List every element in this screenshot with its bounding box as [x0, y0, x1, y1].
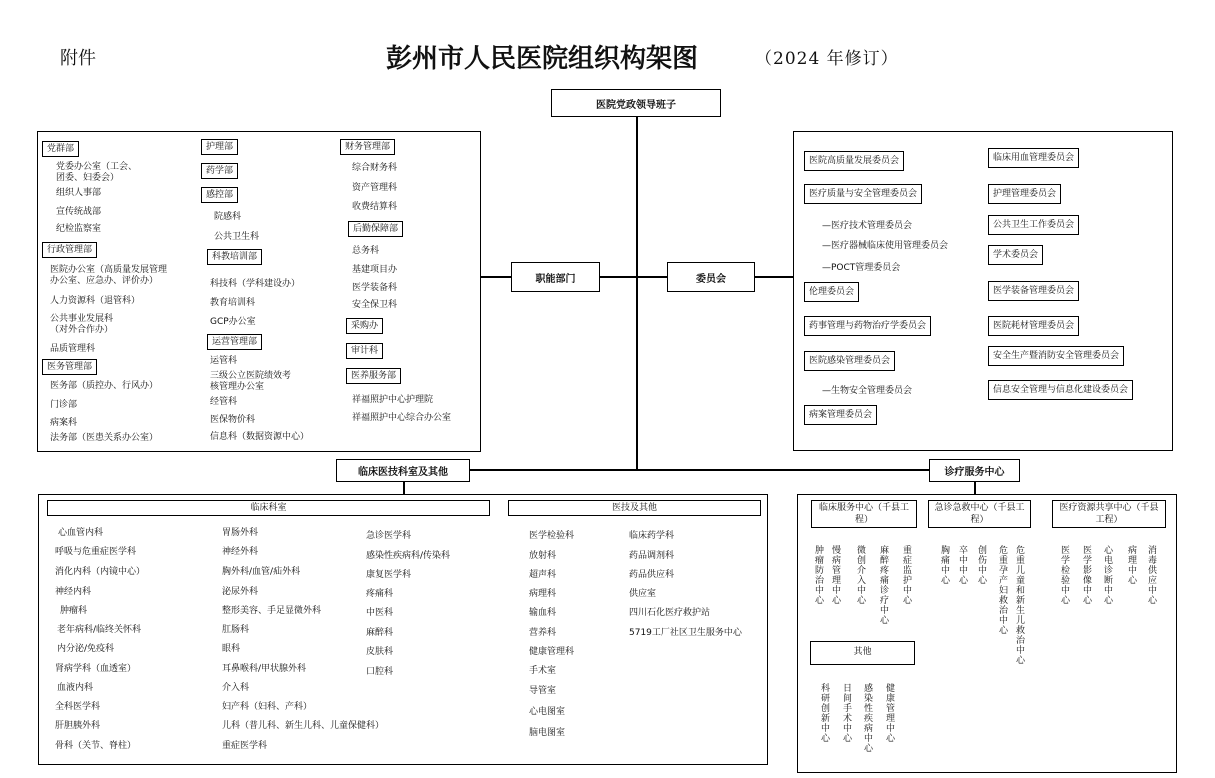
connector-right-h	[755, 276, 793, 278]
tech-item: 手术室	[529, 666, 557, 676]
clinical-item: 中医科	[366, 608, 394, 618]
dept-dangqun: 党群部	[42, 141, 79, 157]
service-item: 危重孕产妇救治中心	[997, 545, 1007, 635]
tech-header: 医技及其他	[508, 500, 761, 516]
clinical-item: 心血管内科	[58, 528, 104, 538]
clinical-item: 消化内科（内镜中心）	[55, 567, 146, 577]
dept-item: 基建项目办	[352, 265, 398, 275]
committee-sub: —医疗技术管理委员会	[822, 221, 913, 231]
clinical-item: 泌尿外科	[222, 587, 259, 597]
service-group-header-text: 医疗资源共享中心（千县工程）	[1059, 503, 1159, 525]
dept-item: （对外合作办）	[50, 325, 114, 335]
service-item: 医学影像中心	[1081, 545, 1091, 605]
dept-item: 病案科	[50, 418, 78, 428]
dept-item: 收费结算科	[352, 202, 398, 212]
dept-yunying: 运营管理部	[207, 334, 262, 350]
service-item: 重症监护中心	[901, 545, 911, 605]
dept-caigou: 采购办	[346, 318, 383, 334]
service-node: 诊疗服务中心	[929, 459, 1020, 482]
clinical-item: 神经内科	[55, 587, 92, 597]
dept-item: 三级公立医院绩效考	[210, 371, 292, 381]
committee-item: 安全生产暨消防安全管理委员会	[988, 346, 1124, 366]
clinical-item: 肝胆胰外科	[55, 721, 101, 731]
clinical-item: 内分泌/免疫科	[57, 644, 115, 654]
dept-gankong: 感控部	[201, 187, 238, 203]
committee-node: 委员会	[667, 262, 755, 292]
dept-huli: 护理部	[201, 139, 238, 155]
connector-trunk	[636, 117, 638, 470]
tech-item: 医学检验科	[529, 531, 575, 541]
dept-yiyang: 医养服务部	[346, 368, 401, 384]
service-other-item: 感染性疾病中心	[862, 683, 872, 753]
dept-item: 办公室、应急办、评价办）	[50, 276, 159, 286]
dept-item: 运管科	[210, 356, 238, 366]
tech-item: 导管室	[529, 686, 557, 696]
dept-item: 人力资源科（退管科）	[50, 296, 141, 306]
tech-item: 放射科	[529, 551, 557, 561]
committee-item: 临床用血管理委员会	[988, 148, 1079, 168]
tech-item: 供应室	[629, 589, 657, 599]
committee-item: 护理管理委员会	[988, 184, 1061, 204]
tech-item: 药品供应科	[629, 570, 675, 580]
clinical-item: 感染性疾病科/传染科	[366, 551, 451, 561]
clinical-item: 肾病学科（血透室）	[55, 664, 137, 674]
service-other-item: 日间手术中心	[841, 683, 851, 743]
clinical-item: 全科医学科	[55, 702, 101, 712]
tech-item: 临床药学科	[629, 531, 675, 541]
tech-item: 脑电图室	[529, 728, 566, 738]
service-group-header	[811, 500, 917, 528]
functional-dept-node: 职能部门	[511, 262, 600, 292]
clinical-item: 康复医学科	[366, 570, 412, 580]
tech-item: 药品调剂科	[629, 551, 675, 561]
dept-xingzheng: 行政管理部	[42, 242, 97, 258]
dept-item: 党委办公室（工会、	[56, 162, 138, 172]
dept-caiwu: 财务管理部	[340, 139, 395, 155]
dept-item: 医院办公室（高质量发展管理	[50, 265, 168, 275]
dept-item: 教育培训科	[210, 298, 256, 308]
dept-item: 核管理办公室	[210, 382, 265, 392]
clinical-item: 呼吸与危重症医学科	[55, 547, 137, 557]
service-panel	[797, 494, 1177, 773]
dept-item: 团委、妇委会）	[56, 173, 120, 183]
clinical-item: 妇产科（妇科、产科）	[222, 702, 313, 712]
tech-item: 超声科	[529, 570, 557, 580]
clinical-item: 眼科	[222, 644, 241, 654]
clinical-item: 急诊医学科	[366, 531, 412, 541]
connector-left-h	[481, 276, 511, 278]
clinical-item: 血液内科	[57, 683, 94, 693]
service-group-header	[1052, 500, 1166, 528]
dept-item: 医学装备科	[352, 283, 398, 293]
dept-item: 宣传统战部	[56, 207, 102, 217]
dept-item: 门诊部	[50, 400, 78, 410]
committee-sub: —医疗器械临床使用管理委员会	[822, 241, 949, 251]
clinical-item: 老年病科/临终关怀科	[57, 625, 142, 635]
dept-shenji: 审计科	[346, 343, 383, 359]
clinical-item: 胃肠外科	[222, 528, 259, 538]
dept-item: 公共卫生科	[214, 232, 260, 242]
service-item: 危重儿童和新生儿救治中心	[1014, 545, 1024, 665]
page-subtitle: （2024 年修订）	[755, 49, 899, 69]
connector-service-down	[974, 482, 976, 494]
dept-item: 科技科（学科建设办）	[210, 279, 301, 289]
committee-item: 学术委员会	[988, 245, 1043, 265]
dept-houqin: 后勤保障部	[348, 221, 403, 237]
dept-item: 总务科	[352, 246, 380, 256]
committee-item: 公共卫生工作委员会	[988, 215, 1079, 235]
clinical-item: 胸外科/血管/疝外科	[222, 567, 301, 577]
service-item: 消毒供应中心	[1146, 545, 1156, 605]
dept-item: 医务部（质控办、行风办）	[50, 381, 159, 391]
committee-sub: —POCT管理委员会	[822, 263, 901, 273]
clinical-item: 肛肠科	[222, 625, 250, 635]
service-item: 创伤中心	[976, 545, 986, 585]
connector-bottom-h	[470, 469, 930, 471]
clinical-item: 麻醉科	[366, 628, 394, 638]
committee-item: 药事管理与药物治疗学委员会	[804, 316, 931, 336]
clinical-item: 介入科	[222, 683, 250, 693]
dept-yiwu: 医务管理部	[42, 359, 97, 375]
dept-item: 品质管理科	[50, 344, 96, 354]
dept-item: 公共事业发展科	[50, 314, 114, 324]
clinical-item: 皮肤科	[366, 647, 394, 657]
tech-item: 心电图室	[529, 707, 566, 717]
dept-item: 纪检监察室	[56, 224, 102, 234]
tech-item: 营养科	[529, 628, 557, 638]
clinical-item: 耳鼻喉科/甲状腺外科	[222, 664, 307, 674]
committee-item: 伦理委员会	[804, 282, 859, 302]
tech-item: 健康管理科	[529, 647, 575, 657]
dept-item: 祥福照护中心护理院	[352, 395, 434, 405]
service-other-item: 科研创新中心	[819, 683, 829, 743]
committee-item: 医疗质量与安全管理委员会	[804, 184, 922, 204]
tech-item: 5719工厂社区卫生服务中心	[629, 628, 742, 638]
leadership-node: 医院党政领导班子	[551, 89, 721, 117]
dept-item: 综合财务科	[352, 163, 398, 173]
service-item: 卒中中心	[957, 545, 967, 585]
clinical-node: 临床医技科室及其他	[336, 459, 470, 482]
service-item: 慢病管理中心	[830, 545, 840, 605]
clinical-item: 骨科（关节、脊柱）	[55, 741, 137, 751]
dept-item: 安全保卫科	[352, 300, 398, 310]
clinical-item: 肿瘤科	[60, 606, 88, 616]
tech-item: 四川石化医疗救护站	[629, 608, 711, 618]
dept-item: 信息科（数据资源中心）	[210, 432, 310, 442]
clinical-item: 口腔科	[366, 667, 394, 677]
dept-item: 经管科	[210, 397, 238, 407]
committee-item: 医院感染管理委员会	[804, 351, 895, 371]
committee-item: 医学装备管理委员会	[988, 281, 1079, 301]
dept-item: 祥福照护中心综合办公室	[352, 413, 452, 423]
service-group-header	[928, 500, 1031, 528]
committee-item: 医院高质量发展委员会	[804, 151, 904, 171]
service-item: 胸痛中心	[939, 545, 949, 585]
clinical-item: 整形美容、手足显微外科	[222, 606, 322, 616]
service-item: 心电诊断中心	[1102, 545, 1112, 605]
tech-item: 输血科	[529, 608, 557, 618]
committee-item: 医院耗材管理委员会	[988, 316, 1079, 336]
dept-item: 院感科	[214, 212, 242, 222]
clinical-item: 儿科（普儿科、新生儿科、儿童保健科）	[222, 721, 385, 731]
dept-item: 资产管理科	[352, 183, 398, 193]
dept-yaoxue: 药学部	[201, 163, 238, 179]
committee-item: 信息安全管理与信息化建设委员会	[988, 380, 1133, 400]
service-item: 微创介入中心	[855, 545, 865, 605]
clinical-item: 疼痛科	[366, 589, 394, 599]
service-item: 病理中心	[1126, 545, 1136, 585]
dept-item: 医保物价科	[210, 415, 256, 425]
clinical-item: 重症医学科	[222, 741, 268, 751]
page-title: 彭州市人民医院组织构架图	[386, 44, 699, 74]
service-item: 肿瘤防治中心	[813, 545, 823, 605]
connector-mid-left	[600, 276, 667, 278]
dept-item: 组织人事部	[56, 188, 102, 198]
service-other-item: 健康管理中心	[884, 683, 894, 743]
committee-item: 病案管理委员会	[804, 405, 877, 425]
clinical-item: 神经外科	[222, 547, 259, 557]
connector-clinical-down	[403, 482, 405, 494]
service-item: 医学检验中心	[1059, 545, 1069, 605]
service-group-header-text: 临床服务中心（千县工程）	[818, 503, 909, 525]
clinical-header: 临床科室	[47, 500, 490, 516]
dept-item: GCP办公室	[210, 317, 256, 327]
tech-item: 病理科	[529, 589, 557, 599]
dept-item: 法务部（医患关系办公室）	[50, 433, 159, 443]
committee-sub: —生物安全管理委员会	[822, 386, 913, 396]
service-item: 麻醉疼痛诊疗中心	[878, 545, 888, 625]
service-other-header: 其他	[810, 641, 915, 665]
dept-kejiao: 科教培训部	[207, 249, 262, 265]
service-group-header-text: 急诊急救中心（千县工程）	[934, 503, 1025, 525]
attachment-label: 附件	[60, 48, 96, 69]
